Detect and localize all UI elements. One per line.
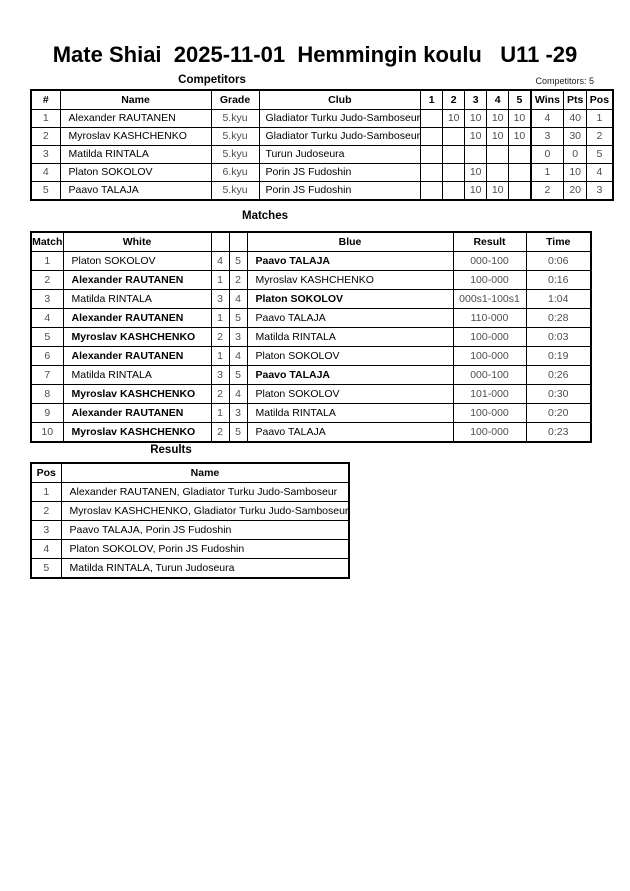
competitor-club: Turun Judoseura	[259, 146, 421, 164]
matrix-cell: 10	[487, 110, 509, 128]
result-cell: 100-000	[453, 404, 526, 423]
matrix-cell: 10	[465, 110, 487, 128]
white-name: Myroslav KASHCHENKO	[63, 385, 211, 404]
table-row	[31, 271, 591, 290]
pts-cell: 10	[564, 164, 587, 182]
result-cell: 000s1-100s1	[453, 290, 526, 309]
blue-name: Paavo TALAJA	[247, 423, 453, 443]
competitor-club: Gladiator Turku Judo-Samboseur	[259, 128, 421, 146]
competitor-number: 3	[31, 146, 60, 164]
result-name: Paavo TALAJA, Porin JS Fudoshin	[61, 521, 349, 540]
time-cell: 0:20	[526, 404, 591, 423]
match-number: 6	[31, 347, 63, 366]
blue-competitor-num: 3	[229, 328, 247, 347]
matrix-cell	[443, 128, 465, 146]
matrix-cell	[443, 146, 465, 164]
competitor-grade: 5.kyu	[211, 110, 259, 128]
col-header-grade: Grade	[211, 90, 259, 110]
competitors-header-row	[31, 90, 613, 110]
col-header-blue: Blue	[247, 232, 453, 252]
white-competitor-num: 1	[211, 347, 229, 366]
competitor-name: Matilda RINTALA	[60, 146, 211, 164]
matrix-cell: 10	[509, 128, 531, 146]
match-number: 9	[31, 404, 63, 423]
col-header-white-num	[211, 232, 229, 252]
match-number: 4	[31, 309, 63, 328]
col-header-opp2: 2	[443, 90, 465, 110]
col-header-time: Time	[526, 232, 591, 252]
pos-cell: 3	[587, 182, 613, 201]
white-name: Myroslav KASHCHENKO	[63, 328, 211, 347]
matrix-cell: 10	[465, 128, 487, 146]
result-cell: 100-000	[453, 271, 526, 290]
match-number: 7	[31, 366, 63, 385]
matrix-cell: 10	[443, 110, 465, 128]
result-cell: 110-000	[453, 309, 526, 328]
pts-cell: 0	[564, 146, 587, 164]
matrix-cell	[465, 146, 487, 164]
matrix-cell: 10	[487, 128, 509, 146]
result-pos: 2	[31, 502, 61, 521]
results-header-row	[31, 463, 349, 483]
blue-competitor-num: 4	[229, 290, 247, 309]
table-row	[31, 540, 349, 559]
competitor-name: Alexander RAUTANEN	[60, 110, 211, 128]
white-name: Platon SOKOLOV	[63, 252, 211, 271]
competitors-table	[30, 89, 614, 201]
time-cell: 0:06	[526, 252, 591, 271]
result-pos: 4	[31, 540, 61, 559]
pts-cell: 40	[564, 110, 587, 128]
result-name: Myroslav KASHCHENKO, Gladiator Turku Judo-Samboseur	[61, 502, 349, 521]
table-row	[31, 164, 613, 182]
competitor-club: Porin JS Fudoshin	[259, 182, 421, 201]
col-header-pos: Pos	[31, 463, 61, 483]
match-number: 2	[31, 271, 63, 290]
matrix-cell: 10	[465, 182, 487, 201]
matrix-cell	[421, 164, 443, 182]
time-cell: 0:03	[526, 328, 591, 347]
time-cell: 0:23	[526, 423, 591, 443]
result-pos: 5	[31, 559, 61, 579]
matrix-cell	[421, 182, 443, 201]
white-competitor-num: 2	[211, 385, 229, 404]
match-number: 3	[31, 290, 63, 309]
col-header-opp5: 5	[509, 90, 531, 110]
time-cell: 0:28	[526, 309, 591, 328]
table-row	[31, 128, 613, 146]
wins-cell: 2	[531, 182, 564, 201]
competitor-number: 5	[31, 182, 60, 201]
matrix-cell: 10	[509, 110, 531, 128]
blue-competitor-num: 4	[229, 385, 247, 404]
blue-name: Myroslav KASHCHENKO	[247, 271, 453, 290]
table-row	[31, 328, 591, 347]
result-name: Matilda RINTALA, Turun Judoseura	[61, 559, 349, 579]
white-competitor-num: 1	[211, 309, 229, 328]
competitor-grade: 6.kyu	[211, 164, 259, 182]
table-row	[31, 347, 591, 366]
col-header-wins: Wins	[531, 90, 564, 110]
matrix-cell	[509, 164, 531, 182]
blue-name: Paavo TALAJA	[247, 366, 453, 385]
white-competitor-num: 2	[211, 423, 229, 443]
col-header-opp3: 3	[465, 90, 487, 110]
blue-name: Matilda RINTALA	[247, 404, 453, 423]
pos-cell: 4	[587, 164, 613, 182]
competitors-count: Competitors: 5	[535, 76, 594, 86]
white-name: Matilda RINTALA	[63, 290, 211, 309]
table-row	[31, 252, 591, 271]
competitor-number: 2	[31, 128, 60, 146]
match-number: 8	[31, 385, 63, 404]
pts-cell: 30	[564, 128, 587, 146]
col-header-name: Name	[61, 463, 349, 483]
white-competitor-num: 2	[211, 328, 229, 347]
pos-cell: 1	[587, 110, 613, 128]
time-cell: 1:04	[526, 290, 591, 309]
competitor-number: 4	[31, 164, 60, 182]
table-row	[31, 309, 591, 328]
white-name: Myroslav KASHCHENKO	[63, 423, 211, 443]
match-number: 5	[31, 328, 63, 347]
result-cell: 000-100	[453, 252, 526, 271]
blue-competitor-num: 5	[229, 309, 247, 328]
blue-name: Platon SOKOLOV	[247, 347, 453, 366]
blue-competitor-num: 5	[229, 423, 247, 443]
matrix-cell	[509, 146, 531, 164]
blue-name: Platon SOKOLOV	[247, 290, 453, 309]
table-row	[31, 521, 349, 540]
col-header-pos: Pos	[587, 90, 613, 110]
wins-cell: 3	[531, 128, 564, 146]
match-number: 10	[31, 423, 63, 443]
white-name: Alexander RAUTANEN	[63, 309, 211, 328]
col-header-match: Match	[31, 232, 63, 252]
blue-name: Paavo TALAJA	[247, 252, 453, 271]
white-name: Alexander RAUTANEN	[63, 404, 211, 423]
table-row	[31, 290, 591, 309]
competitor-name: Platon SOKOLOV	[60, 164, 211, 182]
time-cell: 0:30	[526, 385, 591, 404]
matches-header-row	[31, 232, 591, 252]
table-row	[31, 404, 591, 423]
wins-cell: 0	[531, 146, 564, 164]
pos-cell: 2	[587, 128, 613, 146]
blue-competitor-num: 2	[229, 271, 247, 290]
competitors-caption: Competitors	[178, 74, 246, 86]
table-row	[31, 182, 613, 201]
competitor-club: Porin JS Fudoshin	[259, 164, 421, 182]
result-cell: 100-000	[453, 328, 526, 347]
white-competitor-num: 3	[211, 366, 229, 385]
table-row	[31, 483, 349, 502]
result-cell: 101-000	[453, 385, 526, 404]
white-competitor-num: 1	[211, 404, 229, 423]
result-cell: 100-000	[453, 423, 526, 443]
col-header-club: Club	[259, 90, 421, 110]
matrix-cell	[487, 164, 509, 182]
result-pos: 3	[31, 521, 61, 540]
blue-name: Platon SOKOLOV	[247, 385, 453, 404]
col-header-opp4: 4	[487, 90, 509, 110]
competitor-name: Myroslav KASHCHENKO	[60, 128, 211, 146]
matrix-cell: 10	[465, 164, 487, 182]
wins-cell: 4	[531, 110, 564, 128]
competitor-grade: 5.kyu	[211, 128, 259, 146]
table-row	[31, 110, 613, 128]
matrix-cell	[443, 164, 465, 182]
results-table	[30, 462, 350, 579]
match-number: 1	[31, 252, 63, 271]
result-name: Alexander RAUTANEN, Gladiator Turku Judo-Samboseur	[61, 483, 349, 502]
matrix-cell: 10	[487, 182, 509, 201]
table-row	[31, 385, 591, 404]
result-name: Platon SOKOLOV, Porin JS Fudoshin	[61, 540, 349, 559]
white-competitor-num: 1	[211, 271, 229, 290]
white-name: Matilda RINTALA	[63, 366, 211, 385]
col-header-blue-num	[229, 232, 247, 252]
white-competitor-num: 3	[211, 290, 229, 309]
blue-competitor-num: 3	[229, 404, 247, 423]
blue-competitor-num: 5	[229, 366, 247, 385]
matrix-cell	[421, 128, 443, 146]
result-cell: 000-100	[453, 366, 526, 385]
time-cell: 0:26	[526, 366, 591, 385]
result-pos: 1	[31, 483, 61, 502]
time-cell: 0:19	[526, 347, 591, 366]
col-header-white: White	[63, 232, 211, 252]
col-header-result: Result	[453, 232, 526, 252]
table-row	[31, 502, 349, 521]
white-competitor-num: 4	[211, 252, 229, 271]
blue-name: Matilda RINTALA	[247, 328, 453, 347]
wins-cell: 1	[531, 164, 564, 182]
blue-competitor-num: 4	[229, 347, 247, 366]
table-row	[31, 559, 349, 579]
matches-caption: Matches	[241, 210, 289, 222]
competitor-club: Gladiator Turku Judo-Samboseur	[259, 110, 421, 128]
page-title: Mate Shiai 2025-11-01 Hemmingin koulu U11 -29	[52, 42, 578, 67]
table-row	[31, 366, 591, 385]
pos-cell: 5	[587, 146, 613, 164]
matrix-cell	[509, 182, 531, 201]
white-name: Alexander RAUTANEN	[63, 347, 211, 366]
matrix-cell	[443, 182, 465, 201]
white-name: Alexander RAUTANEN	[63, 271, 211, 290]
competitor-grade: 5.kyu	[211, 182, 259, 201]
pts-cell: 20	[564, 182, 587, 201]
table-row	[31, 146, 613, 164]
competitor-number: 1	[31, 110, 60, 128]
matrix-cell	[421, 110, 443, 128]
col-header-num: #	[31, 90, 60, 110]
result-cell: 100-000	[453, 347, 526, 366]
time-cell: 0:16	[526, 271, 591, 290]
col-header-opp1: 1	[421, 90, 443, 110]
col-header-name: Name	[60, 90, 211, 110]
results-caption: Results	[150, 444, 192, 456]
blue-competitor-num: 5	[229, 252, 247, 271]
table-row	[31, 423, 591, 443]
blue-name: Paavo TALAJA	[247, 309, 453, 328]
matrix-cell	[421, 146, 443, 164]
matrix-cell	[487, 146, 509, 164]
competitor-grade: 5.kyu	[211, 146, 259, 164]
col-header-pts: Pts	[564, 90, 587, 110]
matches-table	[30, 231, 592, 443]
competitor-name: Paavo TALAJA	[60, 182, 211, 201]
